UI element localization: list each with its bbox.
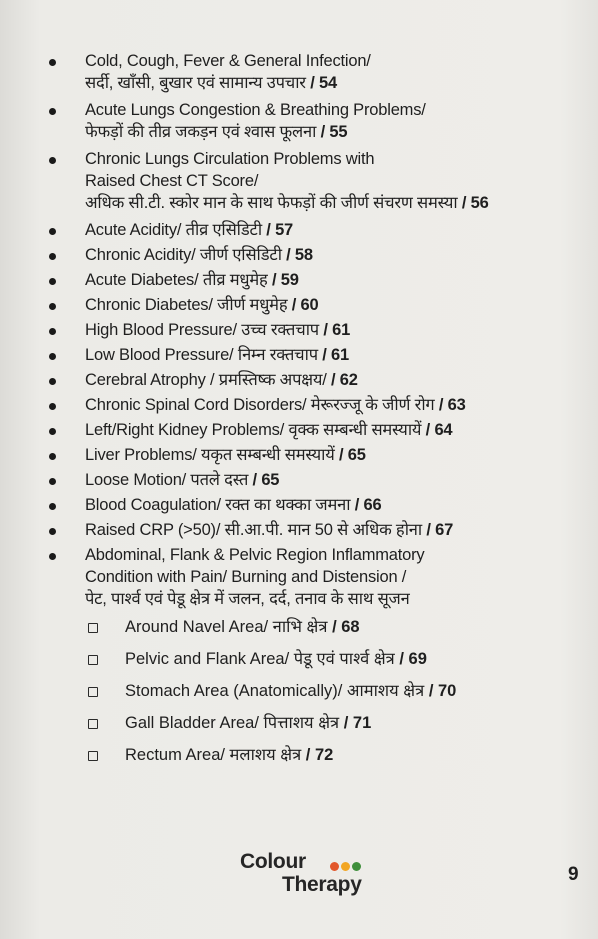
colour-therapy-logo xyxy=(240,850,362,896)
contents-subitem xyxy=(0,744,598,767)
item-text-line xyxy=(85,294,568,316)
contents-item xyxy=(0,244,598,266)
item-page-ref: / 62 xyxy=(326,371,358,389)
item-title: Liver Problems/ यकृत सम्बन्धी समस्यायें xyxy=(85,446,335,464)
checkbox-square-icon xyxy=(88,719,98,729)
checkbox-square-icon xyxy=(88,623,98,633)
item-page-ref: / 65 xyxy=(248,471,280,489)
item-text-line xyxy=(85,72,568,94)
item-title: Blood Coagulation/ रक्त का थक्का जमना xyxy=(85,496,351,514)
bullet-icon xyxy=(49,403,56,410)
item-text-line xyxy=(85,494,568,516)
item-text-line: Abdominal, Flank & Pelvic Region Inflammatory xyxy=(85,546,425,564)
contents-item xyxy=(0,319,598,341)
item-title: Acute Acidity/ तीव्र एसिडिटी xyxy=(85,221,262,239)
subitem-title: Rectum Area/ मलाशय क्षेत्र xyxy=(125,746,302,764)
contents-item xyxy=(0,50,598,94)
contents-item xyxy=(0,544,598,610)
subitem-title: Stomach Area (Anatomically)/ आमाशय क्षेत्र xyxy=(125,682,425,700)
item-title: अधिक सी.टी. स्कोर मान के साथ फेफड़ों की जीर्ण संचरण समस्या xyxy=(85,194,458,212)
item-text-line xyxy=(85,419,568,441)
logo-word-therapy: Therapy xyxy=(282,873,362,896)
bullet-icon xyxy=(49,157,56,164)
bullet-icon xyxy=(49,228,56,235)
item-text-line: पेट, पार्श्व एवं पेडू क्षेत्र में जलन, दर्द, तनाव के साथ सूजन xyxy=(85,590,410,608)
checkbox-square-icon xyxy=(88,655,98,665)
item-page-ref: / 57 xyxy=(261,221,294,239)
subitem-title: Pelvic and Flank Area/ पेडू एवं पार्श्व क्षेत्र xyxy=(125,650,395,668)
contents-subitem xyxy=(0,616,598,639)
item-text-line xyxy=(85,192,568,214)
contents-item xyxy=(0,494,598,516)
contents-item xyxy=(0,519,598,541)
bullet-icon xyxy=(49,59,56,66)
item-title: Raised CRP (>50)/ सी.आ.पी. मान 50 से अधिक होना xyxy=(85,521,422,539)
logo-dots xyxy=(330,858,363,876)
item-text-line: Condition with Pain/ Burning and Distension / xyxy=(85,568,407,586)
item-text-line xyxy=(85,519,568,541)
subitem-page-ref: / 71 xyxy=(339,714,372,732)
logo-dot xyxy=(352,862,361,871)
item-text-line xyxy=(85,244,568,266)
item-title: सर्दी, खाँसी, बुखार एवं सामान्य उपचार xyxy=(85,74,306,92)
bullet-icon xyxy=(49,353,56,360)
bullet-icon xyxy=(49,528,56,535)
item-text-line: Raised Chest CT Score/ xyxy=(85,172,259,190)
item-title: Cerebral Atrophy / प्रमस्तिष्क अपक्षय/ xyxy=(85,371,327,389)
item-title: Left/Right Kidney Problems/ वृक्क सम्बन्धी समस्यायें xyxy=(85,421,422,439)
item-text-line: Cold, Cough, Fever & General Infection/ xyxy=(85,52,371,70)
contents-item xyxy=(0,148,598,214)
item-page-ref: / 61 xyxy=(317,346,349,364)
bullet-icon xyxy=(49,328,56,335)
item-text-line xyxy=(85,269,568,291)
item-text-line xyxy=(85,369,568,391)
bullet-icon xyxy=(49,108,56,115)
item-title: High Blood Pressure/ उच्च रक्तचाप xyxy=(85,321,319,339)
item-text-line xyxy=(85,469,568,491)
contents-item xyxy=(0,444,598,466)
item-text-line xyxy=(85,219,568,241)
bullet-icon xyxy=(49,378,56,385)
subitem-page-ref: / 68 xyxy=(327,618,360,636)
item-text-line xyxy=(85,394,568,416)
item-text-line xyxy=(85,444,568,466)
item-title: Chronic Spinal Cord Disorders/ मेरूरज्जू के जीर्ण रोग xyxy=(85,396,435,414)
item-page-ref: / 64 xyxy=(421,421,453,439)
item-text-line xyxy=(85,121,568,143)
subitem-page-ref: / 70 xyxy=(424,682,457,700)
item-page-ref: / 58 xyxy=(281,246,313,264)
item-page-ref: / 54 xyxy=(305,74,337,92)
checkbox-square-icon xyxy=(88,751,98,761)
subitem-title: Around Navel Area/ नाभि क्षेत्र xyxy=(125,618,328,636)
item-text-line: Acute Lungs Congestion & Breathing Problems/ xyxy=(85,101,426,119)
item-page-ref: / 67 xyxy=(422,521,454,539)
bullet-icon xyxy=(49,478,56,485)
item-page-ref: / 56 xyxy=(457,194,489,212)
item-title: Loose Motion/ पतले दस्त xyxy=(85,471,249,489)
bullet-icon xyxy=(49,303,56,310)
contents-subitem xyxy=(0,680,598,703)
item-title: Acute Diabetes/ तीव्र मधुमेह xyxy=(85,271,268,289)
page-number: 9 xyxy=(568,864,579,885)
item-text-line xyxy=(85,319,568,341)
subitem-page-ref: / 72 xyxy=(301,746,334,764)
item-page-ref: / 65 xyxy=(334,446,366,464)
item-page-ref: / 59 xyxy=(267,271,299,289)
item-page-ref: / 55 xyxy=(316,123,348,141)
item-title: Low Blood Pressure/ निम्न रक्तचाप xyxy=(85,346,318,364)
bullet-icon xyxy=(49,428,56,435)
contents-subitem xyxy=(0,712,598,735)
item-page-ref: / 66 xyxy=(350,496,382,514)
logo-word-colour: Colour xyxy=(240,850,306,873)
contents-item xyxy=(0,419,598,441)
item-title: Chronic Diabetes/ जीर्ण मधुमेह xyxy=(85,296,288,314)
subitem-title: Gall Bladder Area/ पित्ताशय क्षेत्र xyxy=(125,714,340,732)
checkbox-square-icon xyxy=(88,687,98,697)
contents-item xyxy=(0,294,598,316)
subitem-page-ref: / 69 xyxy=(394,650,427,668)
contents-item xyxy=(0,344,598,366)
contents-item xyxy=(0,269,598,291)
contents-item xyxy=(0,469,598,491)
contents-item xyxy=(0,394,598,416)
logo-dot xyxy=(330,862,339,871)
bullet-icon xyxy=(49,453,56,460)
bullet-icon xyxy=(49,253,56,260)
bullet-icon xyxy=(49,278,56,285)
contents-item xyxy=(0,219,598,241)
contents-list xyxy=(0,50,598,776)
bullet-icon xyxy=(49,553,56,560)
item-page-ref: / 61 xyxy=(318,321,351,339)
bullet-icon xyxy=(49,503,56,510)
item-title: फेफड़ों की तीव्र जकड़न एवं श्वास फूलना xyxy=(85,123,317,141)
item-page-ref: / 63 xyxy=(434,396,466,414)
item-text-line: Chronic Lungs Circulation Problems with xyxy=(85,150,375,168)
contents-item xyxy=(0,99,598,143)
item-text-line xyxy=(85,344,568,366)
item-page-ref: / 60 xyxy=(287,296,319,314)
item-title: Chronic Acidity/ जीर्ण एसिडिटी xyxy=(85,246,282,264)
contents-item xyxy=(0,369,598,391)
contents-subitem xyxy=(0,648,598,671)
logo-dot xyxy=(341,862,350,871)
